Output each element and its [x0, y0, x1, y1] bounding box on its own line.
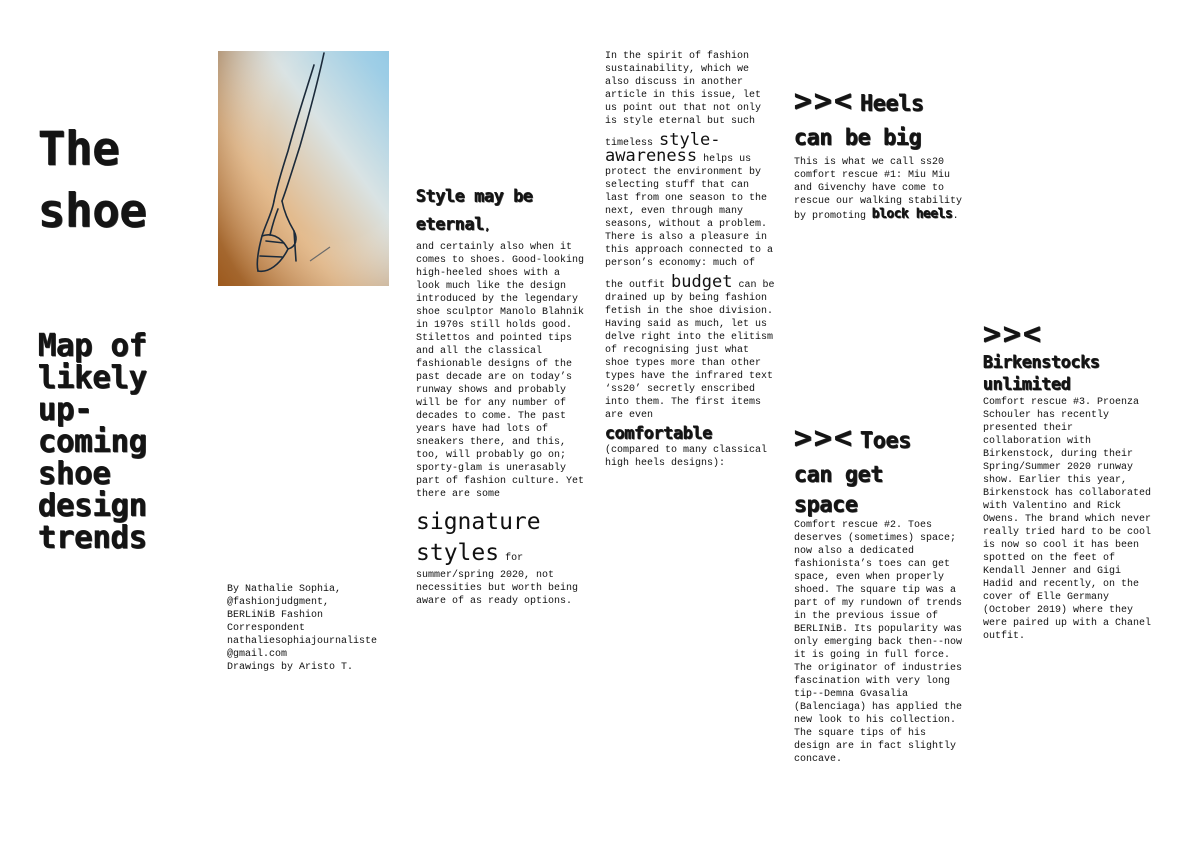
column-heels — [794, 85, 966, 223]
col2-the-outfit: the outfit — [605, 280, 672, 291]
col1-body-1: and certainly also when it comes to shoes. Good-looking high-heeled shoes with a look much like the design introduced by the legendary shoe sculptor Manolo Blahnik in 1970s still holds good. Stilettos and pointed tips and all the classical fashionable designs of the past decade are on today’s runway shows and probably will be for any number of decades to come. The past years have had lots of sneakers there, and this, too, will probably go on; sporty-glam is unerasably part of fashion culture. Yet there are some — [416, 242, 585, 500]
col2-timeless: timeless — [605, 138, 660, 149]
heading-birkenstocks: Birkenstocks — [983, 353, 1100, 373]
heading-heels: Heels — [860, 92, 924, 117]
heading-space: space — [794, 493, 858, 518]
bold-block-heels: block heels — [872, 207, 953, 222]
title-line-1: The — [38, 122, 120, 176]
big-styles: styles — [416, 540, 500, 566]
heading-toes: Toes — [860, 429, 912, 454]
page-title — [38, 118, 208, 242]
col2-paragraph-1-rest: helps us protect the environment by selecting stuff that can last from one season to the next, even through many seasons, without a problem. There is also a pleasure in this approach connected to a person’s economy: much of — [605, 154, 774, 269]
big-comfortable: comfortable — [605, 424, 713, 444]
heading-style-may-be: Style may be — [416, 187, 533, 207]
col3-body-1-end: . — [952, 211, 959, 222]
heading-unlimited: unlimited — [983, 375, 1071, 395]
col4-body: Comfort rescue #3. Proenza Schouler has recently presented their collaboration with Birkenstock, during their Spring/Summer 2020 runway show. Earlier this year, Birkenstock has collaborated with Valentino and Rick Owens. The brand which never really tried hard to be cool is now so cool it has been spotted on the feet of Kendall Jenner and Gigi Hadid and recently, on the cover of Elle Germany (October 2019) where they were paired up with a Chanel outfit. — [983, 397, 1152, 642]
column-sustainability — [605, 50, 777, 470]
heading-can-be-big: can be big — [794, 126, 922, 151]
arrows-marker-birkenstocks: >>< — [983, 317, 1044, 352]
heading-eternal-comma: , — [484, 220, 491, 233]
big-signature: signature — [416, 509, 541, 535]
col2-paragraph-1: In the spirit of fashion sustainability, which we also discuss in another article in this issue, let us point out that not only is style eternal but such — [605, 51, 762, 127]
col1-body-2: for summer/spring 2020, not necessities but worth being aware of as ready options. — [416, 553, 579, 607]
col3-body-2: Comfort rescue #2. Toes deserves (sometimes) space; now also a dedicated fashionista’s toes can get space, even when properly shoed. The square tip was a part of my rundown of trends in the previous issue of BERLINiB. Its popularity was only emerging back then--now it is going in full force. The originator of industries fascination with very long tip--Demna Gvasalia (Balenciaga) has applied the new look to his collection. The square tips of his design are in fact slightly concave. — [794, 520, 963, 765]
big-style-awareness: style-awareness — [605, 130, 721, 166]
title-line-2: shoe — [38, 184, 147, 238]
column-style-eternal — [416, 183, 586, 608]
byline-credits: By Nathalie Sophia, @fashionjudgment, BERLiNiB Fashion Correspondent nathaliesophiajournaliste @gmail.com Drawings by Aristo T. — [227, 584, 378, 673]
col2-paragraph-3-rest: (compared to many classical high heels designs): — [605, 445, 768, 469]
col3-body-1: This is what we call ss20 comfort rescue #1: Miu Miu and Givenchy have come to rescue our walking stability by promoting — [794, 157, 963, 222]
shoe-drawing-svg — [218, 51, 389, 286]
subtitle: Map of likely up-coming shoe design trends — [38, 328, 147, 556]
column-toes — [794, 422, 966, 766]
column-birkenstocks — [983, 318, 1155, 643]
arrows-marker-toes: >>< — [794, 421, 855, 456]
big-budget: budget — [671, 272, 733, 292]
col2-paragraph-2-rest: can be drained up by being fashion fetish in the shoe division. Having said as much, let us delve right into the elitism of recognising just what shoe types more than other types have the infrared text ‘ss20’ secretly enscribed into them. The first items are even — [605, 280, 775, 421]
heading-eternal: eternal — [416, 215, 485, 235]
arrows-marker-heels: >>< — [794, 84, 855, 119]
heading-can-get: can get — [794, 463, 884, 488]
heading-eternal-line — [416, 211, 586, 241]
shoe-drawing-image — [218, 51, 389, 286]
